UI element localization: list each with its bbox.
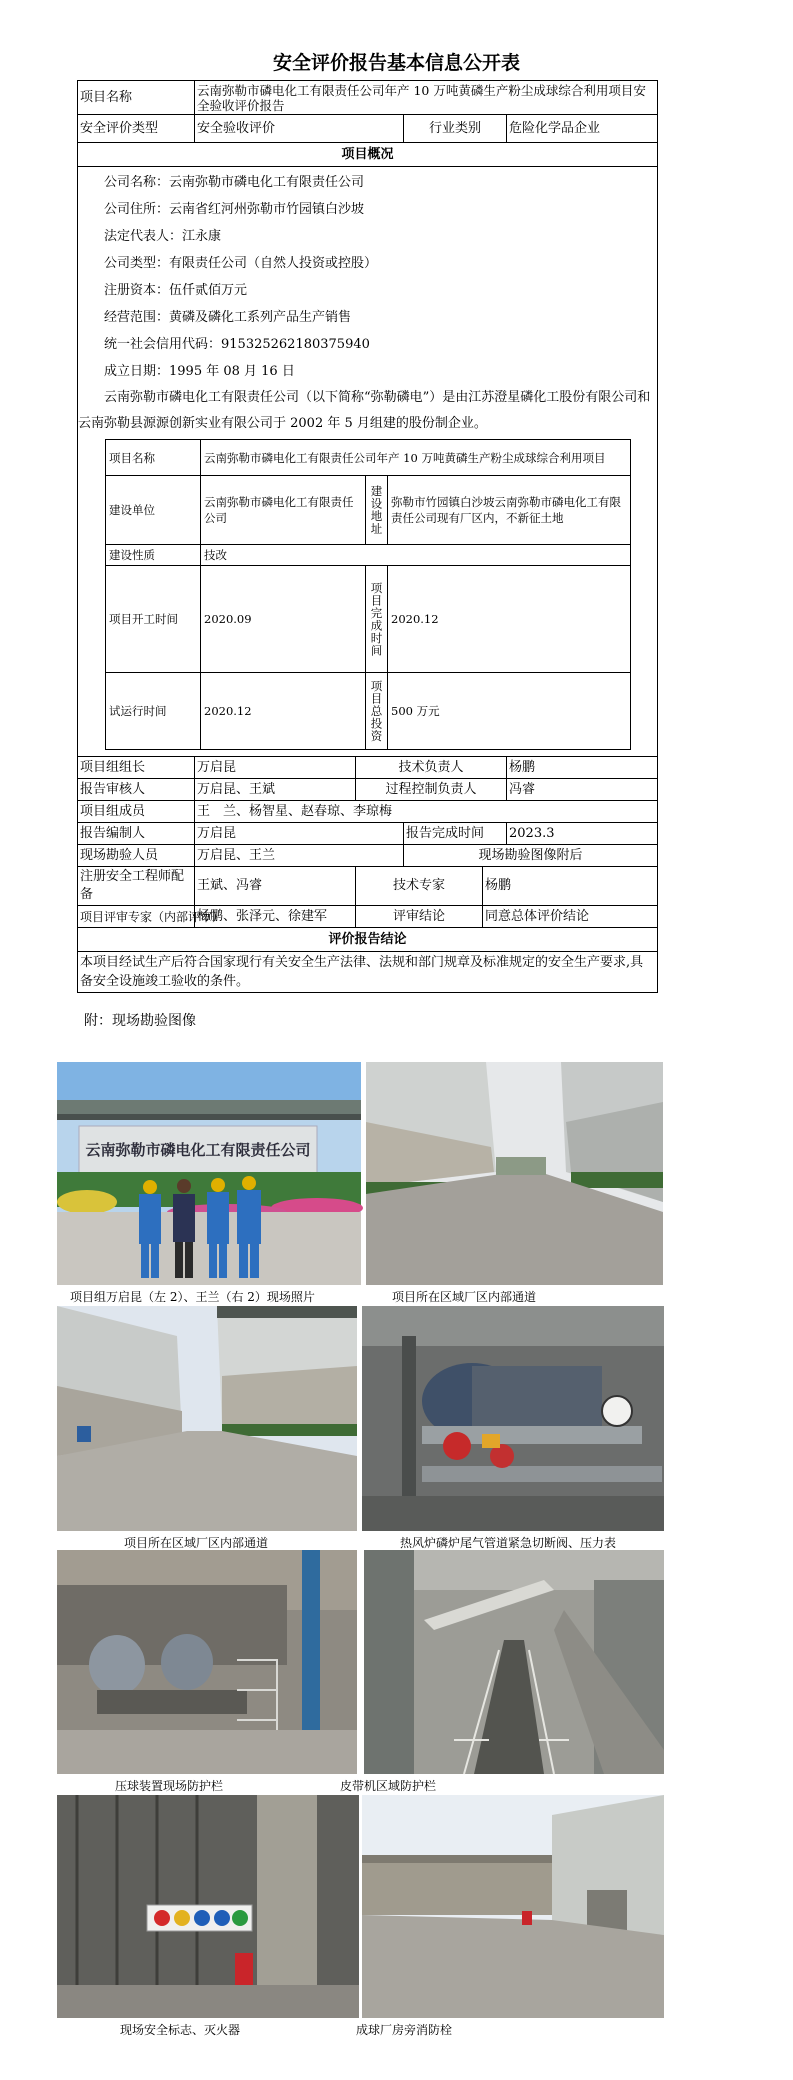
- sub-start-value: 2020.09: [201, 566, 366, 673]
- photo-ball-press: [57, 1550, 357, 1774]
- project-name-value: 云南弥勒市磷电化工有限责任公司年产 10 万吨黄磷生产粉尘成球综合利用项目安全验收评价报告: [195, 81, 658, 115]
- expert-label: 技术专家: [356, 867, 483, 906]
- eval-type-label: 安全评价类型: [78, 115, 195, 143]
- reviewer-label: 报告审核人: [78, 779, 195, 801]
- overview-line: 公司名称：云南弥勒市磷电化工有限责任公司: [104, 175, 365, 190]
- eval-type-value: 安全验收评价: [195, 115, 404, 143]
- sign-text: 云南弥勒市磷电化工有限责任公司: [85, 1141, 311, 1159]
- project-name-label: 项目名称: [78, 81, 195, 115]
- overview-line: 注册资本：伍仟贰佰万元: [104, 283, 248, 298]
- sub-invest-value: 500 万元: [388, 673, 631, 750]
- process-value: 冯睿: [507, 779, 658, 801]
- review-result-value: 同意总体评价结论: [483, 906, 658, 928]
- survey-note: 现场勘验图像附后: [404, 845, 658, 867]
- sub-nature-value: 技改: [201, 545, 631, 566]
- photo-caption: 热风炉磷炉尾气管道紧急切断阀、压力表: [400, 1536, 617, 1550]
- sub-trial-value: 2020.12: [201, 673, 366, 750]
- page-title: 安全评价报告基本信息公开表: [272, 52, 520, 74]
- industry-label: 行业类别: [404, 115, 507, 143]
- attachment-label: 附：现场勘验图像: [84, 1013, 196, 1029]
- photo-caption: 成球厂房旁消防栓: [356, 2023, 453, 2037]
- info-table-container: [77, 80, 657, 993]
- photo-caption: 皮带机区域防护栏: [340, 1779, 437, 1793]
- conclusion-text: 本项目经试生产后符合国家现行有关安全生产法律、法规和部门规章及标准规定的安全生产要求,具备安全设施竣工验收的条件。: [78, 952, 658, 993]
- overview-line: 统一社会信用代码：915325262180375940: [104, 337, 370, 352]
- sub-trial-label: 试运行时间: [106, 673, 201, 750]
- photo-safety-signs: [57, 1795, 359, 2018]
- review-expert-label: 项目评审专家（内部评审）: [78, 906, 195, 928]
- photo-valves-gauge: [362, 1306, 664, 1531]
- industry-value: 危险化学品企业: [507, 115, 658, 143]
- overview-paragraph: 云南弥勒市磷电化工有限责任公司（以下简称“弥勒磷电”）是由江苏澄星磷化工股份有限公司和云南弥勒县源源创新实业有限公司于 2002 年 5 月组建的股份制企业。: [78, 390, 651, 431]
- process-label: 过程控制负责人: [356, 779, 507, 801]
- sub-unit-value: 云南弥勒市磷电化工有限责任公司: [201, 476, 366, 545]
- sub-unit-label: 建设单位: [106, 476, 201, 545]
- tech-lead-value: 杨鹏: [507, 757, 658, 779]
- overview-line: 经营范围：黄磷及磷化工系列产品生产销售: [104, 310, 352, 325]
- photo-caption: 现场安全标志、灭火器: [120, 2023, 241, 2037]
- photo-caption: 项目所在区域厂区内部通道: [124, 1536, 269, 1550]
- expert-value: 杨鹏: [483, 867, 658, 906]
- photo-internal-road-1: [366, 1062, 663, 1285]
- sub-name-value: 云南弥勒市磷电化工有限责任公司年产 10 万吨黄磷生产粉尘成球综合利用项目: [201, 440, 631, 476]
- author-value: 万启昆: [195, 823, 404, 845]
- overview-line: 公司类型：有限责任公司（自然人投资或控股）: [104, 256, 378, 271]
- members-value: 王 兰、杨智星、赵春琼、李琼梅: [195, 801, 658, 823]
- sub-start-label: 项目开工时间: [106, 566, 201, 673]
- overview-line: 公司住所：云南省红河州弥勒市竹园镇白沙坡: [104, 202, 365, 217]
- author-label: 报告编制人: [78, 823, 195, 845]
- sub-site-label: 建设地址: [366, 476, 388, 545]
- conclusion-header: 评价报告结论: [78, 928, 658, 952]
- leader-value: 万启昆: [195, 757, 356, 779]
- sub-site-value: 弥勒市竹园镇白沙坡云南弥勒市磷电化工有限责任公司现有厂区内，不新征土地: [388, 476, 631, 545]
- overview-header: 项目概况: [78, 143, 658, 167]
- sub-finish-value: 2020.12: [388, 566, 631, 673]
- members-label: 项目组成员: [78, 801, 195, 823]
- engineer-value: 王斌、冯睿: [195, 867, 356, 906]
- photo-caption: 项目组万启昆（左 2）、王兰（右 2）现场照片: [70, 1290, 315, 1304]
- overview-line: 成立日期：1995 年 08 月 16 日: [104, 364, 295, 379]
- survey-label: 现场勘验人员: [78, 845, 195, 867]
- project-sub-table: [105, 439, 631, 750]
- review-result-label: 评审结论: [356, 906, 483, 928]
- overview-cell: [78, 167, 658, 757]
- leader-label: 项目组组长: [78, 757, 195, 779]
- engineer-label: 注册安全工程师配备: [78, 867, 195, 906]
- photo-caption: 压球装置现场防护栏: [115, 1779, 224, 1793]
- review-expert-value: 杨鹏、张泽元、徐建军: [195, 906, 356, 928]
- reviewer-value: 万启昆、王斌: [195, 779, 356, 801]
- tech-lead-label: 技术负责人: [356, 757, 507, 779]
- overview-line: 法定代表人：江永康: [104, 229, 222, 244]
- photo-team-at-sign: [57, 1062, 361, 1285]
- sub-finish-label: 项目完成时间: [366, 566, 388, 673]
- photo-internal-road-2: [57, 1306, 357, 1531]
- complete-label: 报告完成时间: [404, 823, 507, 845]
- info-table: [77, 80, 658, 993]
- photo-caption: 项目所在区域厂区内部通道: [392, 1290, 537, 1304]
- survey-value: 万启昆、王兰: [195, 845, 404, 867]
- photo-conveyor: [364, 1550, 664, 1774]
- complete-value: 2023.3: [507, 823, 658, 845]
- sub-invest-label: 项目总投资: [366, 673, 388, 750]
- photo-fire-hydrant: [362, 1795, 664, 2018]
- sub-nature-label: 建设性质: [106, 545, 201, 566]
- sub-name-label: 项目名称: [106, 440, 201, 476]
